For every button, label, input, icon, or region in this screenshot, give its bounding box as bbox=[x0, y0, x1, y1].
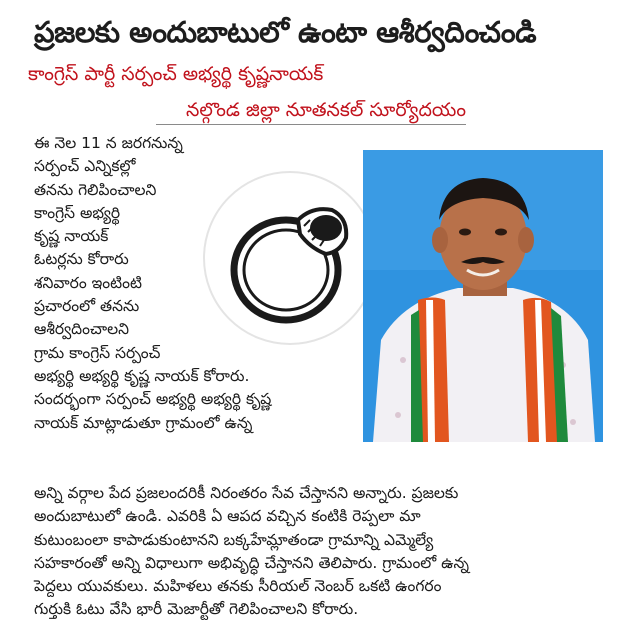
body-line: నాయక్ మాట్లాడుతూ గ్రామంలో ఉన్న bbox=[34, 413, 253, 432]
body-line: ఓటర్లను కోరారు bbox=[34, 250, 129, 269]
body-line: సర్పంచ్ ఎన్నికల్లో bbox=[34, 157, 136, 176]
ring-symbol-icon bbox=[200, 168, 380, 348]
body-line: అందుబాటులో ఉండి. ఎవరికి ఏ ఆపద వచ్చిన కంటికి రెప్పలా మా bbox=[34, 507, 421, 526]
body-line: అభ్యర్థి అభ్యర్థి కృష్ణ నాయక్ కోరారు. bbox=[34, 366, 250, 385]
body-line: గ్రామ కాంగ్రెస్ సర్పంచ్ bbox=[34, 343, 161, 362]
body-line: పెద్దలు యువకులు. మహిళలు తనకు సీరియల్ నెంబర్ ఒకటి ఉంగరం bbox=[34, 577, 442, 596]
body-line: తనను గెలిపించాలని bbox=[34, 180, 157, 199]
body-line: కృష్ణ నాయక్ bbox=[34, 227, 109, 246]
body-line: ప్రచారంలో తనను bbox=[34, 297, 140, 316]
dateline-underline bbox=[156, 124, 466, 125]
body-line: కుటుంబంలా కాపాడుకుంటానని బక్కహేమ్లాతండా గ్రామాన్ని ఎమ్మెల్యే bbox=[34, 530, 434, 549]
candidate-portrait bbox=[363, 150, 603, 442]
body-line: సందర్భంగా సర్పంచ్ అభ్యర్థి అభ్యర్థి కృష్ణ bbox=[34, 390, 272, 409]
body-line: కాంగ్రెస్ అభ్యర్థి bbox=[34, 203, 121, 222]
body-line: ఈ నెల 11 న జరగనున్న bbox=[34, 134, 183, 152]
body-line: అన్ని వర్గాల పేద ప్రజలందరికీ నిరంతరం సేవ చేస్తానని అన్నారు. ప్రజలకు bbox=[34, 484, 459, 502]
body-line: శనివారం ఇంటింటి bbox=[34, 273, 142, 292]
headline: ప్రజలకు అందుబాటులో ఉంటా ఆశీర్వదించండి bbox=[34, 15, 537, 49]
subheadline-party-candidate: కాంగ్రెస్ పార్టీ సర్పంచ్ అభ్యర్థి కృష్ణనాయక్ bbox=[28, 63, 324, 85]
body-line: ఆశీర్వదించాలని bbox=[34, 320, 129, 339]
dateline: నల్గొండ జిల్లా నూతనకల్ సూర్యోదయం bbox=[186, 99, 466, 121]
body-line: గుర్తుకి ఓటు వేసి భారీ మెజార్టీతో గెలిపించాలని కోరారు. bbox=[34, 600, 359, 619]
body-line: సహకారంతో అన్ని విధాలుగా అభివృద్ధి చేస్తానని తెలిపారు. గ్రామంలో ఉన్న bbox=[34, 553, 470, 572]
article-full-width-text bbox=[34, 482, 624, 622]
